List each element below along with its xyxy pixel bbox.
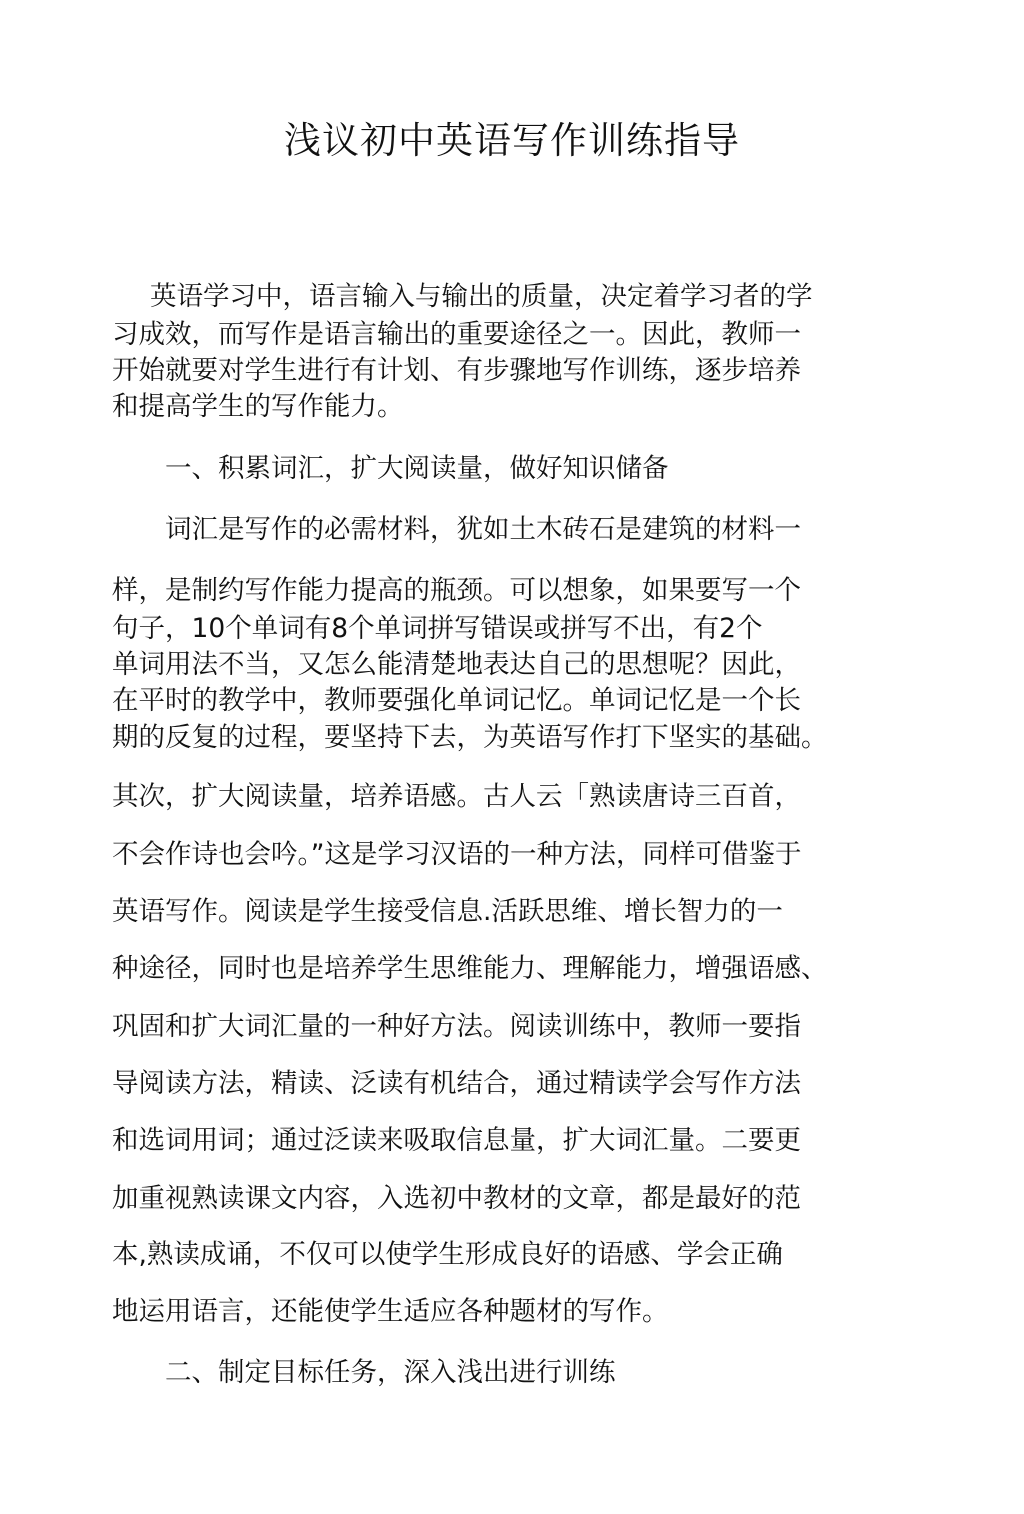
paragraph-line: 句子，10个单词有8个单词拼写错误或拼写不出，有2个 [112,613,763,644]
paragraph-line: 样，是制约写作能力提高的瓶颈。可以想象，如果要写一个 [112,575,801,606]
paragraph-line: 本,熟读成诵，不仅可以使学生形成良好的语感、学会正确 [112,1239,783,1270]
section-heading: 一、积累词汇，扩大阅读量，做好知识储备 [165,453,669,484]
paragraph-line: 英语学习中，语言输入与输出的质量，决定着学习者的学 [150,281,813,312]
paragraph-line: 和选词用词；通过泛读来吸取信息量，扩大词汇量。二要更 [112,1125,801,1156]
paragraph-line: 期的反复的过程，要坚持下去，为英语写作打下坚实的基础。 [112,722,828,753]
paragraph-line: 和提高学生的写作能力。 [112,391,404,422]
paragraph-line: 习成效，而写作是语言输出的重要途径之一。因此，教师一 [112,319,801,350]
paragraph-line: 加重视熟读课文内容，入选初中教材的文章，都是最好的范 [112,1183,801,1214]
paragraph-line: 种途径，同时也是培养学生思维能力、理解能力，增强语感、 [112,953,828,984]
paragraph-line: 词汇是写作的必需材料，犹如土木砖石是建筑的材料一 [165,514,801,545]
document-title: 浅议初中英语写作训练指导 [284,119,740,162]
paragraph-line: 单词用法不当，又怎么能清楚地表达自己的思想呢？因此， [112,649,801,680]
paragraph-line: 在平时的教学中，教师要强化单词记忆。单词记忆是一个长 [112,685,801,716]
paragraph-line: 巩固和扩大词汇量的一种好方法。阅读训练中，教师一要指 [112,1011,801,1042]
paragraph-line: 英语写作。阅读是学生接受信息.活跃思维、增长智力的一 [112,896,783,927]
paragraph-line: 其次，扩大阅读量，培养语感。古人云「熟读唐诗三百首， [112,781,801,812]
paragraph-line: 开始就要对学生进行有计划、有步骤地写作训练，逐步培养 [112,355,801,386]
section-heading: 二、制定目标任务，深入浅出进行训练 [165,1357,616,1388]
paragraph-line: 地运用语言，还能使学生适应各种题材的写作。 [112,1296,669,1327]
paragraph-line: 不会作诗也会吟。”这是学习汉语的一种方法，同样可借鉴于 [112,839,802,870]
paragraph-line: 导阅读方法，精读、泛读有机结合，通过精读学会写作方法 [112,1068,801,1099]
